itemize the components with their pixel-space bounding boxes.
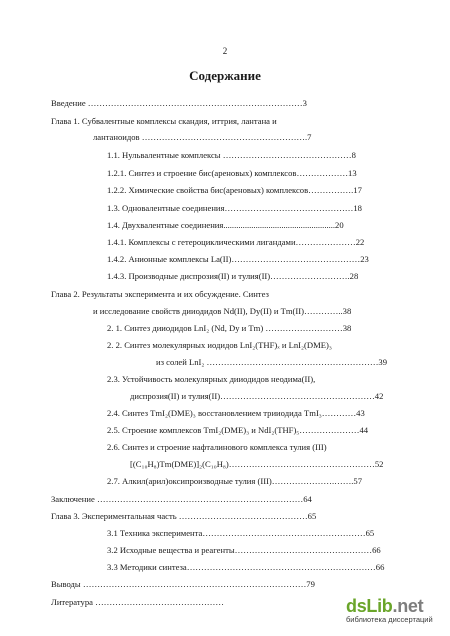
toc-entry: Литература ……………………………………… [51, 597, 224, 607]
toc-entry: Глава 1. Субвалентные комплексы скандия, иттрия, лантана и [51, 116, 277, 126]
toc-entry: 1.4. Двухвалентные соединения....................................................20 [107, 220, 344, 230]
toc-entry: 2.5. Строение комплексов TmI₂(DME)₃ и NdI₂(THF)₅…………………44 [107, 425, 369, 435]
toc-entry: 2.7. Алкил(арил)оксипроизводные тулия (III)………………….…….57 [107, 476, 363, 486]
toc-entry: 3.3 Методики синтеза…………………………………………………………66 [107, 562, 385, 572]
toc-entry: Глава 3. Экспериментальная часть ………………………………………65 [51, 511, 317, 521]
toc-entry: [(C₁₀H₈)Tm(DME)]₂(C₁₀H₈)……………………………………………52 [130, 459, 384, 469]
toc-entry: 3.1 Техника эксперимента…………………………………………………65 [107, 528, 375, 538]
toc-entry: 2.6. Синтез и строение нафталинового комплекса тулия (III) [107, 442, 327, 452]
toc-entry: из солей LnI₂ ……………………………………………………39 [156, 357, 388, 367]
toc-entry: Заключение ………………………………………………………………64 [51, 494, 312, 504]
toc-entry: 2. 1. Синтез дииодидов LnI₂ (Nd, Dy и Tm) ………………………38 [107, 323, 352, 333]
watermark [346, 596, 446, 624]
watermark-logo-name: dsLib [346, 596, 393, 616]
toc-entry: лантаноидов ………………………………………………….7 [93, 132, 312, 142]
toc-entry: диспрозия(II) и тулия(II)………………………………………………42 [130, 391, 384, 401]
toc-entry: 1.3. Одновалентные соединения………………………………………18 [107, 203, 362, 213]
toc-entry: Глава 2. Результаты эксперимента и их обсуждение. Синтез [51, 289, 269, 299]
toc-entry: 2.3. Устойчивость молекулярных дииодидов неодима(II), [107, 374, 316, 384]
toc-entry: Введение …………………………………………………………………3 [51, 98, 307, 108]
toc-entry: 1.2.1. Синтез и строение бис(ареновых) комплексов………………13 [107, 168, 357, 178]
toc-entry: 3.2 Исходные вещества и реагенты…………………………………………66 [107, 545, 381, 555]
toc-entry: 1.1. Нульвалентные комплексы ………………………………………8 [107, 150, 356, 160]
toc-entry: 1.2.2. Химические свойства бис(ареновых) комплексов…………….17 [107, 185, 362, 195]
toc-entry: Выводы ……………………………………………………………………79 [51, 579, 315, 589]
page-title: Содержание [189, 68, 261, 83]
watermark-logo-tld: .net [392, 596, 424, 616]
toc-entry: 1.4.3. Производные диспрозия(II) и тулия(II)……………………….28 [107, 271, 359, 281]
toc-entry: 1.4.1. Комплексы с гетероциклическими лигандами…………………22 [107, 237, 365, 247]
toc-entry: 2. 2. Синтез молекулярных иодидов LnI₂(THF)ₓ и LnI₂(DME)₃ [107, 340, 332, 350]
watermark-subtitle: библиотека диссертаций [346, 615, 433, 624]
toc-entry: 2.4. Синтез TmI₂(DME)₃ восстановлением трииодида TmI₃…………43 [107, 408, 365, 418]
toc-entry: 1.4.2. Анионные комплексы La(II)………………………………………23 [107, 254, 369, 264]
watermark-logo [346, 596, 446, 617]
toc-entry: и исследование свойств дииодидов Nd(II), Dy(II) и Tm(II)…………..38 [93, 306, 352, 316]
page-number: 2 [222, 46, 228, 56]
